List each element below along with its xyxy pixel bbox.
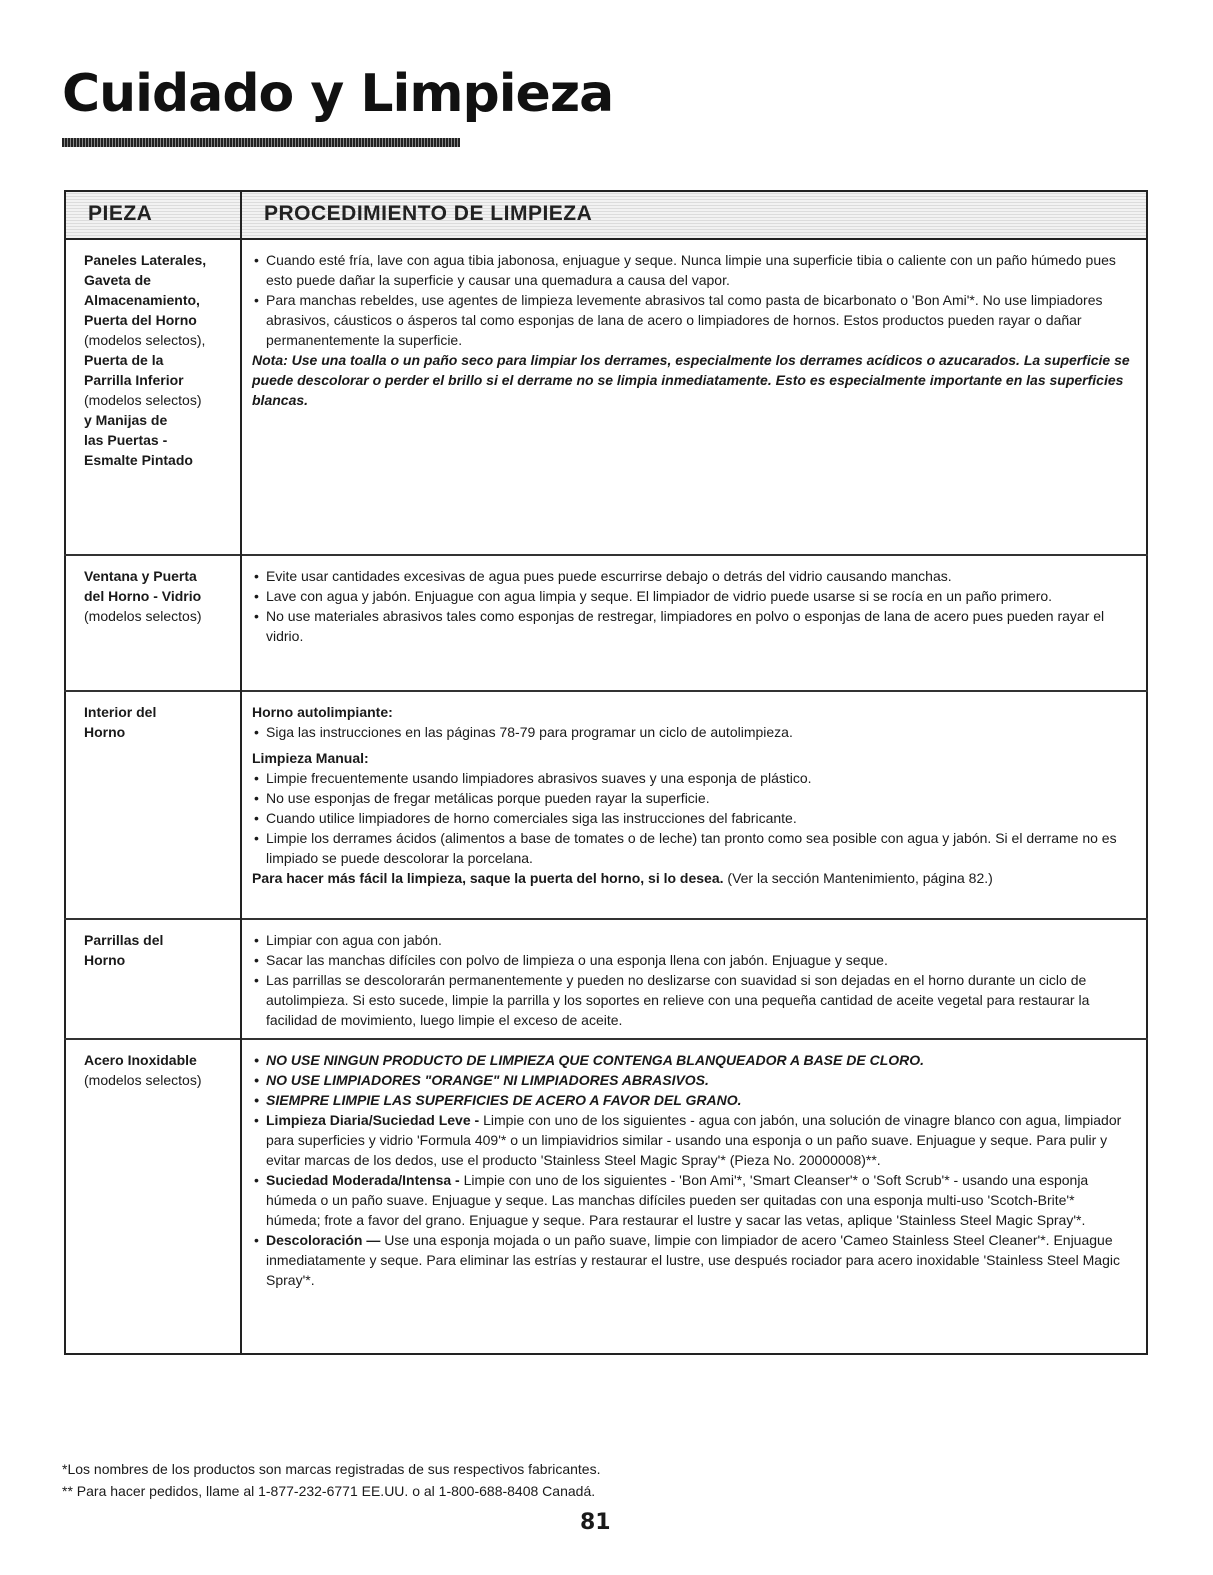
item-text: Limpie con uno de los siguientes - 'Bon Ami'*, 'Smart Cleanser'* o 'Soft Scrub'* - usando una esponja húmeda o un paño suave. Enjuague y seque. Las manchas difíciles pueden ser quitadas con una esponja multi-uso 'Scotch-Brite'* húmeda; frote a favor del grano. Enjuague y seque. Para restaurar el lustre y sacar las vetas, aplique 'Stainless Steel Magic Spray'*. xyxy=(266,1172,1089,1228)
part-name-line: y Manijas de xyxy=(84,412,168,428)
procedure-list xyxy=(252,768,1130,868)
part-note-line: (modelos selectos) xyxy=(84,608,202,624)
part-name-line: Almacenamiento, xyxy=(84,292,200,308)
warning-item: • NO USE LIMPIADORES "ORANGE" NI LIMPIADORES ABRASIVOS. xyxy=(252,1070,1130,1090)
part-name-line: Parrilla Inferior xyxy=(84,372,184,388)
part-name-line: Horno xyxy=(84,952,126,968)
list-item: • No use materiales abrasivos tales como esponjas de restregar, limpiadores en polvo o esponjas de lana de acero pues pueden rayar el vidrio. xyxy=(252,606,1130,646)
subheading-manual-clean: Limpieza Manual: xyxy=(252,750,369,766)
page-title: Cuidado y Limpieza xyxy=(62,64,614,124)
procedure-list xyxy=(252,930,1130,1030)
list-item: • Las parrillas se descolorarán permanentemente y pueden no deslizarse con suavidad si son dejadas en el horno durante un ciclo de autolimpieza. Si esto sucede, limpie la parrilla y los soportes en relieve con una pequeña cantidad de aceite vegetal para restaurar la facilidad de movimiento, luego limpie el exceso de aceite. xyxy=(252,970,1130,1030)
procedure-cell xyxy=(241,691,1147,919)
closing-note xyxy=(252,868,1130,888)
list-item: • Cuando utilice limpiadores de horno comerciales siga las instrucciones del fabricante. xyxy=(252,808,1130,828)
header-procedimiento: PROCEDIMIENTO DE LIMPIEZA xyxy=(241,191,1147,239)
header-pieza: PIEZA xyxy=(65,191,241,239)
part-cell xyxy=(65,555,241,691)
part-name-line: del Horno - Vidrio xyxy=(84,588,202,604)
list-item: • Limpiar con agua con jabón. xyxy=(252,930,1130,950)
item-text: Use una esponja mojada o un paño suave, limpie con limpiador de acero 'Cameo Stainless Steel Cleaner'*. Enjuague inmediatamente y seque. Para eliminar las estrías y restaurar el lustre, use después rociador para acero inoxidable 'Stainless Steel Magic Spray'*. xyxy=(266,1232,1120,1288)
part-name-line: Gaveta de xyxy=(84,272,151,288)
part-name-line: Horno xyxy=(84,724,126,740)
part-name-line: Puerta del Horno xyxy=(84,312,197,328)
part-name-line: Interior del xyxy=(84,704,157,720)
subheading-self-clean: Horno autolimpiante: xyxy=(252,704,393,720)
list-item: • Para manchas rebeldes, use agentes de limpieza levemente abrasivos tal como pasta de bicarbonato o 'Bon Ami'*. No use limpiadores abrasivos, cáusticos o ásperos tal como esponjas de lana de acero o limpiadores de hornos. Estos productos pueden rayar o dañar permanentemente la superficie. xyxy=(252,290,1130,350)
closing-bold: Para hacer más fácil la limpieza, saque la puerta del horno, si lo desea. xyxy=(252,870,724,886)
table-row xyxy=(65,919,1147,1039)
part-note-line: (modelos selectos) xyxy=(84,392,202,408)
footnote-trademarks: *Los nombres de los productos son marcas registradas de sus respectivos fabricantes. xyxy=(62,1461,601,1477)
title-underline xyxy=(62,138,460,147)
table-row xyxy=(65,691,1147,919)
part-name-line: Parrillas del xyxy=(84,932,164,948)
list-item: • No use esponjas de fregar metálicas porque pueden rayar la superficie. xyxy=(252,788,1130,808)
procedure-cell xyxy=(241,555,1147,691)
list-item xyxy=(252,1230,1130,1290)
warning-note: Nota: Use una toalla o un paño seco para limpiar los derrames, especialmente los derrames acídicos o azucarados. La superficie se puede descolorar o perder el brillo si el derrame no se limpia inmediatamente. Esto es especialmente importante en las superficies blancas. xyxy=(252,352,1130,408)
part-name-line: Puerta de la xyxy=(84,352,164,368)
procedure-list xyxy=(252,566,1130,646)
table-header-row xyxy=(65,191,1147,239)
list-item: • Limpie los derrames ácidos (alimentos a base de tomates o de leche) tan pronto como sea posible con agua y jabón. Si el derrame no es limpiado se puede descolorar la porcelana. xyxy=(252,828,1130,868)
part-cell xyxy=(65,239,241,555)
footnote-ordering: ** Para hacer pedidos, llame al 1-877-232-6771 EE.UU. o al 1-800-688-8408 Canadá. xyxy=(62,1483,596,1499)
cleaning-table xyxy=(64,190,1148,1355)
part-cell xyxy=(65,691,241,919)
footnotes xyxy=(62,1458,601,1502)
part-note-line: (modelos selectos) xyxy=(84,1072,202,1088)
procedure-cell xyxy=(241,919,1147,1039)
part-name-line: Acero Inoxidable xyxy=(84,1052,197,1068)
list-item: • Siga las instrucciones en las páginas 78-79 para programar un ciclo de autolimpieza. xyxy=(252,722,1130,742)
table-row xyxy=(65,555,1147,691)
list-item xyxy=(252,1110,1130,1170)
table-row xyxy=(65,1039,1147,1354)
part-cell xyxy=(65,1039,241,1354)
part-name-line: Paneles Laterales, xyxy=(84,252,207,268)
part-note-line: (modelos selectos), xyxy=(84,332,206,348)
procedure-list xyxy=(252,250,1130,350)
list-item xyxy=(252,1170,1130,1230)
table-row xyxy=(65,239,1147,555)
part-name-line: Esmalte Pintado xyxy=(84,452,193,468)
page-number: 81 xyxy=(580,1510,611,1535)
part-name-line: las Puertas - xyxy=(84,432,168,448)
closing-plain: (Ver la sección Mantenimiento, página 82.) xyxy=(723,870,993,886)
item-lead: Suciedad Moderada/Intensa - xyxy=(266,1172,460,1188)
procedure-cell xyxy=(241,1039,1147,1354)
list-item: • Sacar las manchas difíciles con polvo de limpieza o una esponja llena con jabón. Enjuague y seque. xyxy=(252,950,1130,970)
warning-item: • SIEMPRE LIMPIE LAS SUPERFICIES DE ACERO A FAVOR DEL GRANO. xyxy=(252,1090,1130,1110)
list-item: • Evite usar cantidades excesivas de agua pues puede escurrirse debajo o detrás del vidrio causando manchas. xyxy=(252,566,1130,586)
item-lead: Limpieza Diaria/Suciedad Leve - xyxy=(266,1112,480,1128)
list-item: • Cuando esté fría, lave con agua tibia jabonosa, enjuague y seque. Nunca limpie una superficie tibia o caliente con un paño húmedo pues esto puede dañar la superficie y causar una quemadura a causa del vapor. xyxy=(252,250,1130,290)
procedure-cell xyxy=(241,239,1147,555)
part-name-line: Ventana y Puerta xyxy=(84,568,197,584)
item-lead: Descoloración — xyxy=(266,1232,381,1248)
procedure-list xyxy=(252,722,1130,742)
list-item: • Limpie frecuentemente usando limpiadores abrasivos suaves y una esponja de plástico. xyxy=(252,768,1130,788)
warning-item: • NO USE NINGUN PRODUCTO DE LIMPIEZA QUE CONTENGA BLANQUEADOR A BASE DE CLORO. xyxy=(252,1050,1130,1070)
procedure-list xyxy=(252,1050,1130,1290)
list-item: • Lave con agua y jabón. Enjuague con agua limpia y seque. El limpiador de vidrio puede usarse si se rocía en un paño primero. xyxy=(252,586,1130,606)
part-cell xyxy=(65,919,241,1039)
item-text: Limpie con uno de los siguientes - agua con jabón, una solución de vinagre blanco con agua, limpiador para superficies y vidrio 'Formula 409'* o un limpiavidrios similar - usando una esponja o un paño suave. Enjuague y seque. Para pulir y evitar marcas de los dedos, use el producto 'Stainless Steel Magic Spray'* (Pieza No. 20000008)**. xyxy=(266,1112,1122,1168)
